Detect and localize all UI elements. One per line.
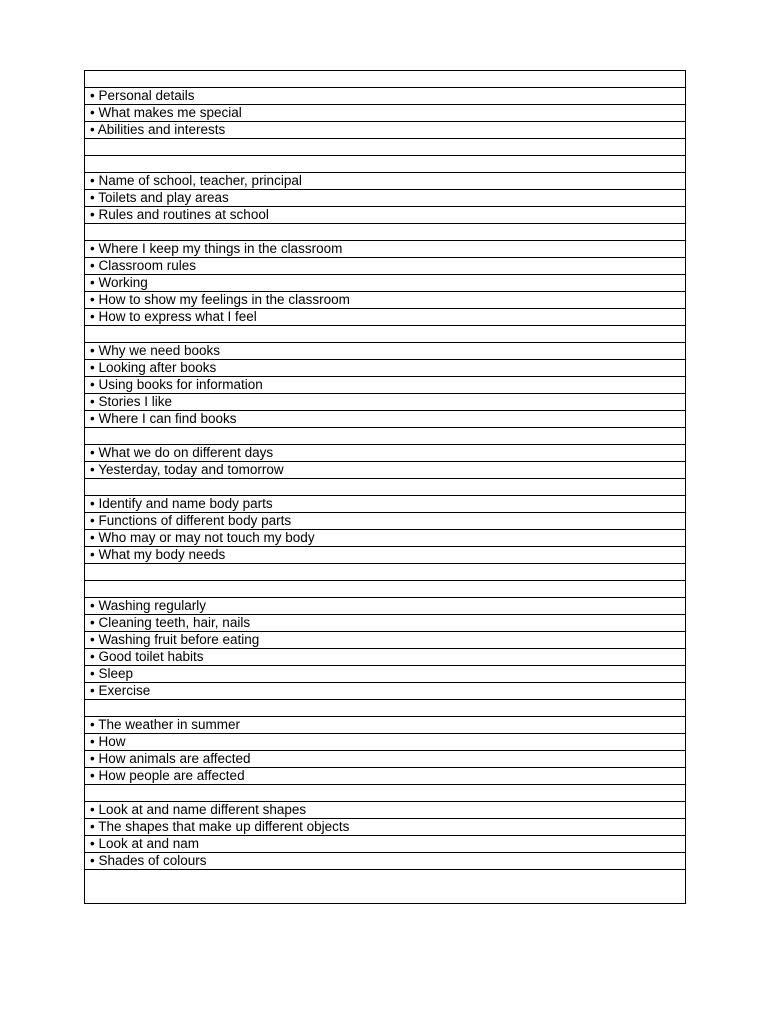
table-row-empty	[85, 71, 685, 88]
table-row: • Washing fruit before eating	[85, 632, 685, 649]
table-row: • Toilets and play areas	[85, 190, 685, 207]
table-row-empty	[85, 326, 685, 343]
topics-table	[84, 70, 686, 904]
table-row: • Shades of colours	[85, 853, 685, 870]
table-row: • Who may or may not touch my body	[85, 530, 685, 547]
table-row: • Good toilet habits	[85, 649, 685, 666]
table-row: • Look at and nam	[85, 836, 685, 853]
table-row: • How people are affected	[85, 768, 685, 785]
table-row: • Rules and routines at school	[85, 207, 685, 224]
table-row: • What we do on different days	[85, 445, 685, 462]
table-row-empty	[85, 785, 685, 802]
table-row-empty	[85, 700, 685, 717]
table-row: • Yesterday, today and tomorrow	[85, 462, 685, 479]
table-row-empty	[85, 139, 685, 156]
table-row: • How to express what I feel	[85, 309, 685, 326]
table-row: • Name of school, teacher, principal	[85, 173, 685, 190]
table-row: • Personal details	[85, 88, 685, 105]
table-row: • The shapes that make up different objects	[85, 819, 685, 836]
table-row: • Stories I like	[85, 394, 685, 411]
table-row: • How	[85, 734, 685, 751]
table-row: • Functions of different body parts	[85, 513, 685, 530]
table-row-empty	[85, 156, 685, 173]
table-row: • Where I can find books	[85, 411, 685, 428]
table-row: • The weather in summer	[85, 717, 685, 734]
table-row: • Look at and name different shapes	[85, 802, 685, 819]
table-row-empty	[85, 479, 685, 496]
table-row: • Identify and name body parts	[85, 496, 685, 513]
table-row: • Working	[85, 275, 685, 292]
table-row: • Cleaning teeth, hair, nails	[85, 615, 685, 632]
table-row: • What makes me special	[85, 105, 685, 122]
table-row: • Using books for information	[85, 377, 685, 394]
table-row-empty	[85, 224, 685, 241]
table-row-empty	[85, 581, 685, 598]
table-row: • How animals are affected	[85, 751, 685, 768]
table-row: • Exercise	[85, 683, 685, 700]
table-row: • Looking after books	[85, 360, 685, 377]
table-row: • Why we need books	[85, 343, 685, 360]
table-row-empty	[85, 870, 685, 904]
table-row: • What my body needs	[85, 547, 685, 564]
table-row-empty	[85, 428, 685, 445]
table-row-empty	[85, 564, 685, 581]
table-row: • Washing regularly	[85, 598, 685, 615]
table-row: • Abilities and interests	[85, 122, 685, 139]
table-row: • Where I keep my things in the classroom	[85, 241, 685, 258]
table-row: • How to show my feelings in the classroom	[85, 292, 685, 309]
table-row: • Classroom rules	[85, 258, 685, 275]
table-row: • Sleep	[85, 666, 685, 683]
